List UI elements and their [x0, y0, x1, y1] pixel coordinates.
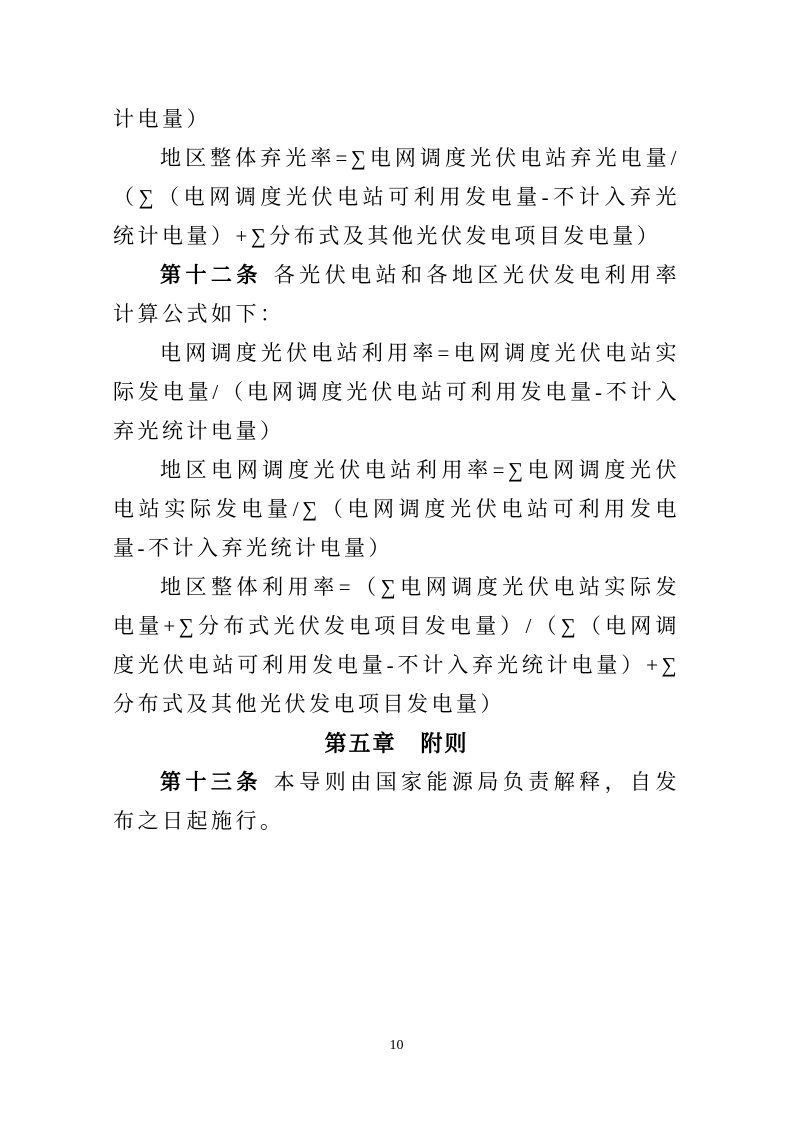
article-term: 第十三条 — [160, 771, 262, 794]
paragraph-text: 计电量） — [113, 107, 211, 131]
paragraph-text: 电网调度光伏电站利用率=电网调度光伏电站实际发电量/（电网调度光伏电站可利用发电量-不计入弃光统计电量） — [113, 341, 680, 443]
paragraph-text: 地区整体利用率=（∑电网调度光伏电站实际发电量+∑分布式光伏发电项目发电量）/（∑（电网调度光伏电站可利用发电量-不计入弃光统计电量）+∑分布式及其他光伏发电项目发电量） — [113, 575, 680, 716]
paragraph — [113, 763, 680, 841]
paragraph-text: 地区整体弃光率=∑电网调度光伏电站弃光电量/（∑（电网调度光伏电站可利用发电量-不计入弃光统计电量）+∑分布式及其他光伏发电项目发电量） — [113, 146, 680, 248]
paragraph-text: 各光伏电站和各地区光伏发电利用率计算公式如下： — [113, 263, 681, 326]
paragraph — [113, 568, 680, 724]
document-body — [113, 100, 680, 841]
paragraph-text: 本导则由国家能源局负责解释，自发布之日起施行。 — [113, 770, 681, 833]
paragraph — [113, 100, 680, 139]
page-number: 10 — [389, 1038, 404, 1053]
chapter-heading-text: 第五章 附则 — [324, 731, 469, 756]
paragraph — [113, 256, 680, 334]
paragraph — [113, 334, 680, 451]
paragraph-text: 地区电网调度光伏电站利用率=∑电网调度光伏电站实际发电量/∑（电网调度光伏电站可利用发电量-不计入弃光统计电量） — [113, 458, 680, 560]
chapter-heading — [113, 724, 680, 763]
article-term: 第十二条 — [160, 264, 262, 287]
paragraph — [113, 451, 680, 568]
paragraph — [113, 139, 680, 256]
